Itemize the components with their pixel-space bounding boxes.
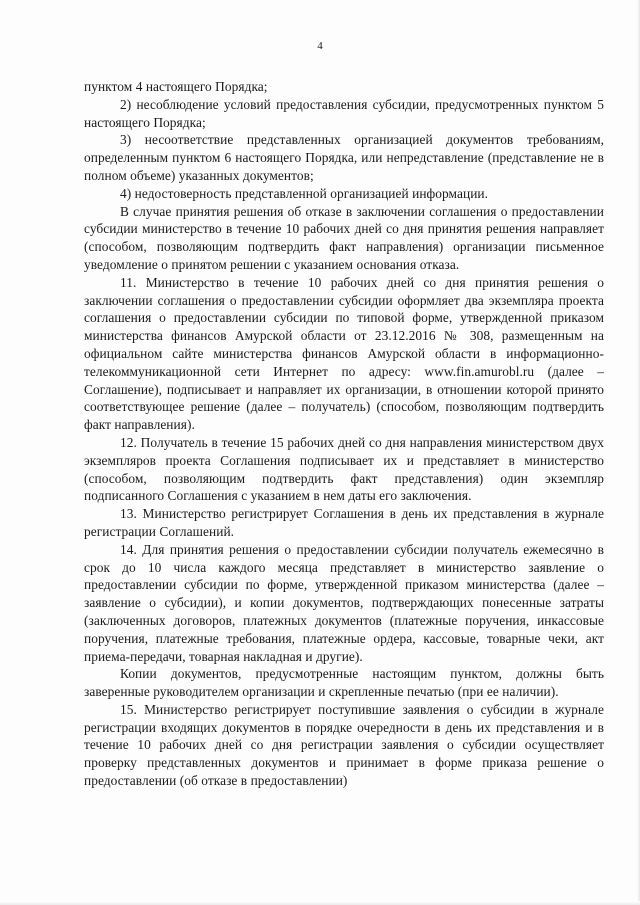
paragraph-item-4: 4) недостоверность представленной организацией информации. bbox=[120, 185, 489, 201]
paragraph-item-2: 2) несоблюдение условий предоставления субсидии, предусмотренных пунктом 5 настоящего Порядка; bbox=[84, 96, 604, 130]
paragraph-12: 12. Получатель в течение 15 рабочих дней со дня направления министерством двух экземпляров проекта Соглашения подписывает их и представляет в министерство (способом, позволяющим подтвердить факт представления) один экземпляр подписанного Соглашения с указанием в нем даты его заключения. bbox=[84, 434, 604, 504]
scan-bottom-shadow bbox=[0, 901, 640, 905]
paragraph-item-3: 3) несоответствие представленных организацией документов требованиям, определенным пунктом 6 настоящего Порядка, или непредставление (представление не в полном объеме) указанных документов; bbox=[84, 132, 604, 183]
paragraph-refusal-notice: В случае принятия решения об отказе в заключении соглашения о предоставлении субсидии министерство в течение 10 рабочих дней со дня принятия решения направляет (способом, позволяющим подтвердить факт направления) организации письменное уведомление о принятом решении с указанием основания отказа. bbox=[84, 203, 604, 272]
document-body bbox=[84, 78, 604, 790]
paragraph-13: 13. Министерство регистрирует Соглашения в день их представления в журнале регистрации Соглашений. bbox=[84, 506, 604, 539]
paragraph-15: 15. Министерство регистрирует поступившие заявления о субсидии в журнале регистрации входящих документов в порядке очередности в день их представления и в течение 10 рабочих дней со дня регистрации заявления о субсидии осуществляет проверку представленных документов и принимает в форме приказа решение о предоставлении (об отказе в предоставлении) bbox=[84, 701, 604, 789]
paragraph-11: 11. Министерство в течение 10 рабочих дней со дня принятия решения о заключении соглашения о предоставлении субсидии оформляет два экземпляра проекта соглашения о предоставлении субсидии по типовой форме, утвержденной приказом министерства финансов Амурской области от 23.12.2016 № 308, размещенным на официальном сайте министерства финансов Амурской области в информационно-телекоммуникационной сети Интернет по адресу: www.fin.amurobl.ru (далее – Соглашение), подписывает и направляет их организации, в отношении которой принято соответствующее решение (далее – получатель) (способом, позволяющим подтвердить факт направления). bbox=[84, 274, 604, 433]
page-number: 4 bbox=[317, 40, 323, 52]
paragraph-continuation: пунктом 4 настоящего Порядка; bbox=[84, 79, 268, 94]
paragraph-14: 14. Для принятия решения о предоставлении субсидии получатель ежемесячно в срок до 10 числа каждого месяца представляет в министерство заявление о предоставлении субсидии по форме, утвержденной приказом министерства (далее – заявление о субсидии), и копии документов, подтверждающих понесенные затраты (заключенных договоров, платежных документов (платежные поручения, инкассовые поручения, платежные требования, платежные ордера, кассовые, товарные чеки, акт приема-передачи, товарная накладная и другие). bbox=[84, 541, 604, 664]
paragraph-document-copies: Копии документов, предусмотренные настоящим пунктом, должны быть заверенные руководителем организации и скрепленные печатью (при ее наличии). bbox=[84, 666, 604, 700]
